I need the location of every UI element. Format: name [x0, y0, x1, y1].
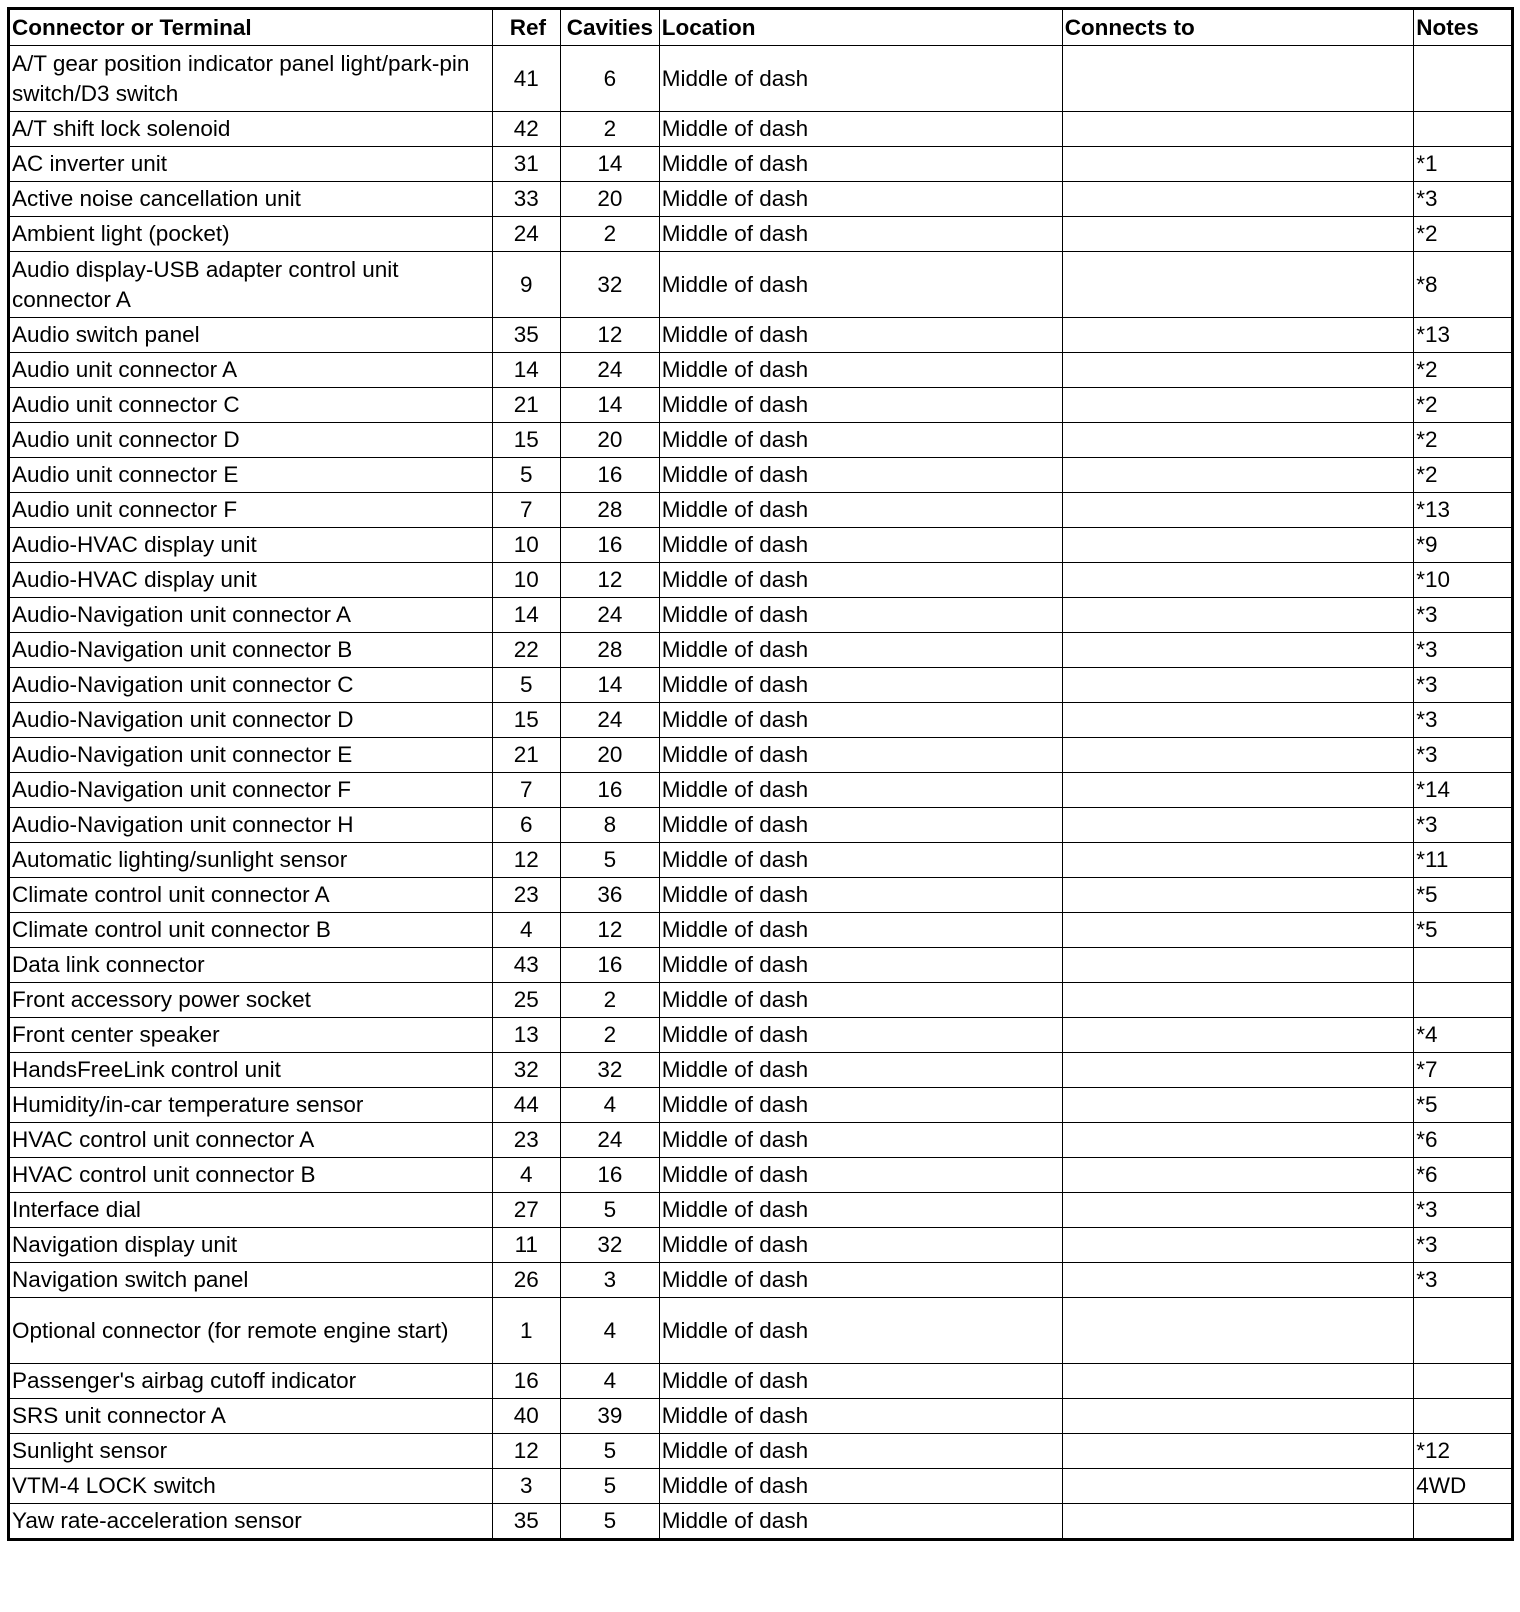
table-row [9, 46, 1513, 112]
cell-location: Middle of dash [659, 668, 1062, 703]
cell-location: Middle of dash [659, 1228, 1062, 1263]
cell-notes: *8 [1414, 252, 1513, 318]
cell-ref: 7 [492, 493, 561, 528]
cell-connects-to [1062, 46, 1414, 112]
cell-ref: 27 [492, 1193, 561, 1228]
cell-location: Middle of dash [659, 1158, 1062, 1193]
cell-connects-to [1062, 1364, 1414, 1399]
cell-notes [1414, 948, 1513, 983]
cell-connector: Front center speaker [9, 1018, 493, 1053]
table-row [9, 318, 1513, 353]
cell-connector: A/T shift lock solenoid [9, 112, 493, 147]
cell-cavities: 14 [561, 147, 660, 182]
cell-connector: Interface dial [9, 1193, 493, 1228]
cell-ref: 21 [492, 388, 561, 423]
cell-cavities: 8 [561, 808, 660, 843]
cell-connector: Audio-Navigation unit connector D [9, 703, 493, 738]
cell-connector: Audio unit connector F [9, 493, 493, 528]
cell-notes: *3 [1414, 738, 1513, 773]
table-row [9, 252, 1513, 318]
cell-connector: Humidity/in-car temperature sensor [9, 1088, 493, 1123]
cell-location: Middle of dash [659, 493, 1062, 528]
cell-cavities: 24 [561, 1123, 660, 1158]
cell-connects-to [1062, 1018, 1414, 1053]
cell-connects-to [1062, 1469, 1414, 1504]
cell-cavities: 28 [561, 493, 660, 528]
cell-connector: A/T gear position indicator panel light/park-pin switch/D3 switch [9, 46, 493, 112]
cell-location: Middle of dash [659, 843, 1062, 878]
cell-ref: 6 [492, 808, 561, 843]
cell-connector: Climate control unit connector A [9, 878, 493, 913]
cell-location: Middle of dash [659, 1469, 1062, 1504]
cell-cavities: 4 [561, 1298, 660, 1364]
cell-ref: 40 [492, 1399, 561, 1434]
cell-cavities: 6 [561, 46, 660, 112]
cell-location: Middle of dash [659, 388, 1062, 423]
cell-connector: Active noise cancellation unit [9, 182, 493, 217]
cell-cavities: 16 [561, 948, 660, 983]
table-row [9, 458, 1513, 493]
cell-location: Middle of dash [659, 1018, 1062, 1053]
cell-ref: 12 [492, 843, 561, 878]
cell-location: Middle of dash [659, 1088, 1062, 1123]
table-row [9, 598, 1513, 633]
cell-cavities: 14 [561, 388, 660, 423]
cell-cavities: 16 [561, 1158, 660, 1193]
cell-connector: Navigation display unit [9, 1228, 493, 1263]
table-row [9, 423, 1513, 458]
cell-notes: *11 [1414, 843, 1513, 878]
cell-notes: *3 [1414, 808, 1513, 843]
cell-connects-to [1062, 1228, 1414, 1263]
cell-connects-to [1062, 182, 1414, 217]
cell-connector: Audio-Navigation unit connector C [9, 668, 493, 703]
table-row [9, 948, 1513, 983]
cell-notes: *7 [1414, 1053, 1513, 1088]
cell-connects-to [1062, 773, 1414, 808]
cell-connector: Audio-Navigation unit connector E [9, 738, 493, 773]
cell-cavities: 5 [561, 1469, 660, 1504]
cell-connects-to [1062, 1434, 1414, 1469]
cell-cavities: 3 [561, 1263, 660, 1298]
cell-location: Middle of dash [659, 808, 1062, 843]
cell-cavities: 24 [561, 353, 660, 388]
cell-notes: *5 [1414, 913, 1513, 948]
table-header [9, 9, 1513, 46]
table-row [9, 1158, 1513, 1193]
cell-connector: Automatic lighting/sunlight sensor [9, 843, 493, 878]
cell-location: Middle of dash [659, 773, 1062, 808]
cell-location: Middle of dash [659, 1193, 1062, 1228]
cell-connects-to [1062, 1298, 1414, 1364]
cell-connects-to [1062, 112, 1414, 147]
cell-location: Middle of dash [659, 878, 1062, 913]
table-row [9, 1193, 1513, 1228]
table-row [9, 1053, 1513, 1088]
table-row [9, 983, 1513, 1018]
cell-connector: Audio-Navigation unit connector B [9, 633, 493, 668]
cell-location: Middle of dash [659, 1364, 1062, 1399]
cell-notes: *6 [1414, 1158, 1513, 1193]
cell-ref: 22 [492, 633, 561, 668]
cell-connects-to [1062, 738, 1414, 773]
cell-ref: 1 [492, 1298, 561, 1364]
table-row [9, 388, 1513, 423]
table-row [9, 563, 1513, 598]
cell-location: Middle of dash [659, 563, 1062, 598]
cell-cavities: 36 [561, 878, 660, 913]
cell-connector: VTM-4 LOCK switch [9, 1469, 493, 1504]
cell-notes: *2 [1414, 458, 1513, 493]
cell-ref: 44 [492, 1088, 561, 1123]
cell-cavities: 24 [561, 598, 660, 633]
cell-ref: 15 [492, 423, 561, 458]
table-row [9, 1399, 1513, 1434]
table-row [9, 353, 1513, 388]
cell-connects-to [1062, 913, 1414, 948]
cell-ref: 3 [492, 1469, 561, 1504]
cell-notes: *4 [1414, 1018, 1513, 1053]
cell-location: Middle of dash [659, 1504, 1062, 1540]
table-row [9, 808, 1513, 843]
cell-connects-to [1062, 1504, 1414, 1540]
table-row [9, 913, 1513, 948]
cell-cavities: 20 [561, 738, 660, 773]
cell-notes: *12 [1414, 1434, 1513, 1469]
cell-location: Middle of dash [659, 983, 1062, 1018]
cell-cavities: 5 [561, 843, 660, 878]
cell-notes: *3 [1414, 703, 1513, 738]
cell-connector: Climate control unit connector B [9, 913, 493, 948]
cell-connects-to [1062, 563, 1414, 598]
cell-connector: Audio unit connector D [9, 423, 493, 458]
cell-connects-to [1062, 528, 1414, 563]
cell-connector: Audio-Navigation unit connector F [9, 773, 493, 808]
cell-ref: 26 [492, 1263, 561, 1298]
cell-ref: 43 [492, 948, 561, 983]
connector-table-sheet [7, 7, 1514, 1541]
cell-location: Middle of dash [659, 528, 1062, 563]
cell-cavities: 4 [561, 1088, 660, 1123]
cell-connector: Audio-Navigation unit connector H [9, 808, 493, 843]
cell-connects-to [1062, 388, 1414, 423]
cell-connector: HandsFreeLink control unit [9, 1053, 493, 1088]
cell-ref: 9 [492, 252, 561, 318]
cell-connects-to [1062, 598, 1414, 633]
cell-connector: Audio-HVAC display unit [9, 528, 493, 563]
cell-ref: 32 [492, 1053, 561, 1088]
table-row [9, 773, 1513, 808]
cell-ref: 10 [492, 528, 561, 563]
cell-notes: *2 [1414, 423, 1513, 458]
cell-ref: 21 [492, 738, 561, 773]
cell-connector: Audio display-USB adapter control unit connector A [9, 252, 493, 318]
cell-cavities: 2 [561, 112, 660, 147]
cell-notes: *1 [1414, 147, 1513, 182]
cell-ref: 12 [492, 1434, 561, 1469]
cell-ref: 15 [492, 703, 561, 738]
table-row [9, 1364, 1513, 1399]
cell-ref: 4 [492, 1158, 561, 1193]
cell-connector: HVAC control unit connector A [9, 1123, 493, 1158]
cell-cavities: 16 [561, 528, 660, 563]
cell-connects-to [1062, 878, 1414, 913]
cell-cavities: 20 [561, 423, 660, 458]
cell-connects-to [1062, 1263, 1414, 1298]
cell-connects-to [1062, 1158, 1414, 1193]
cell-connects-to [1062, 318, 1414, 353]
cell-connects-to [1062, 217, 1414, 252]
cell-cavities: 4 [561, 1364, 660, 1399]
cell-location: Middle of dash [659, 948, 1062, 983]
cell-connects-to [1062, 1053, 1414, 1088]
table-row [9, 668, 1513, 703]
cell-location: Middle of dash [659, 217, 1062, 252]
table-row [9, 703, 1513, 738]
table-row [9, 1298, 1513, 1364]
cell-connector: Data link connector [9, 948, 493, 983]
cell-location: Middle of dash [659, 318, 1062, 353]
cell-connects-to [1062, 147, 1414, 182]
cell-connector: Audio unit connector C [9, 388, 493, 423]
cell-cavities: 5 [561, 1193, 660, 1228]
cell-location: Middle of dash [659, 913, 1062, 948]
cell-ref: 13 [492, 1018, 561, 1053]
cell-cavities: 5 [561, 1434, 660, 1469]
cell-ref: 23 [492, 878, 561, 913]
cell-location: Middle of dash [659, 1434, 1062, 1469]
cell-connects-to [1062, 423, 1414, 458]
cell-connects-to [1062, 1193, 1414, 1228]
cell-notes [1414, 46, 1513, 112]
cell-ref: 41 [492, 46, 561, 112]
cell-notes: *5 [1414, 1088, 1513, 1123]
cell-connects-to [1062, 1123, 1414, 1158]
table-row [9, 1434, 1513, 1469]
cell-ref: 23 [492, 1123, 561, 1158]
cell-connects-to [1062, 983, 1414, 1018]
cell-location: Middle of dash [659, 738, 1062, 773]
connector-table [7, 7, 1514, 1541]
cell-ref: 31 [492, 147, 561, 182]
table-row [9, 493, 1513, 528]
cell-connector: Ambient light (pocket) [9, 217, 493, 252]
cell-location: Middle of dash [659, 458, 1062, 493]
cell-connects-to [1062, 948, 1414, 983]
cell-notes: *6 [1414, 1123, 1513, 1158]
cell-notes: *13 [1414, 493, 1513, 528]
table-row [9, 633, 1513, 668]
cell-ref: 24 [492, 217, 561, 252]
cell-connects-to [1062, 1088, 1414, 1123]
table-row [9, 1469, 1513, 1504]
table-row [9, 1263, 1513, 1298]
cell-notes: *3 [1414, 1228, 1513, 1263]
cell-cavities: 2 [561, 1018, 660, 1053]
cell-cavities: 32 [561, 1053, 660, 1088]
cell-location: Middle of dash [659, 46, 1062, 112]
cell-connector: Navigation switch panel [9, 1263, 493, 1298]
cell-ref: 16 [492, 1364, 561, 1399]
cell-notes: *3 [1414, 1193, 1513, 1228]
cell-connector: Audio unit connector E [9, 458, 493, 493]
table-row [9, 1228, 1513, 1263]
cell-ref: 4 [492, 913, 561, 948]
cell-location: Middle of dash [659, 1298, 1062, 1364]
table-row [9, 1018, 1513, 1053]
cell-ref: 14 [492, 353, 561, 388]
cell-cavities: 2 [561, 217, 660, 252]
cell-connector: Passenger's airbag cutoff indicator [9, 1364, 493, 1399]
cell-connects-to [1062, 808, 1414, 843]
cell-notes: *3 [1414, 182, 1513, 217]
cell-connector: Audio unit connector A [9, 353, 493, 388]
cell-ref: 35 [492, 1504, 561, 1540]
table-body [9, 46, 1513, 1540]
cell-location: Middle of dash [659, 112, 1062, 147]
cell-location: Middle of dash [659, 353, 1062, 388]
cell-notes [1414, 1399, 1513, 1434]
cell-notes: *14 [1414, 773, 1513, 808]
cell-notes: *2 [1414, 217, 1513, 252]
table-row [9, 1504, 1513, 1540]
cell-notes: 4WD [1414, 1469, 1513, 1504]
cell-cavities: 32 [561, 1228, 660, 1263]
cell-connector: Yaw rate-acceleration sensor [9, 1504, 493, 1540]
cell-connects-to [1062, 493, 1414, 528]
cell-location: Middle of dash [659, 598, 1062, 633]
cell-cavities: 12 [561, 318, 660, 353]
header-connector-or-terminal: Connector or Terminal [9, 9, 493, 46]
cell-ref: 25 [492, 983, 561, 1018]
cell-notes [1414, 1504, 1513, 1540]
cell-cavities: 2 [561, 983, 660, 1018]
cell-notes: *13 [1414, 318, 1513, 353]
cell-cavities: 5 [561, 1504, 660, 1540]
cell-ref: 33 [492, 182, 561, 217]
cell-ref: 42 [492, 112, 561, 147]
cell-notes: *3 [1414, 668, 1513, 703]
table-row [9, 528, 1513, 563]
cell-ref: 14 [492, 598, 561, 633]
cell-cavities: 20 [561, 182, 660, 217]
cell-notes: *3 [1414, 633, 1513, 668]
cell-cavities: 16 [561, 458, 660, 493]
cell-notes: *3 [1414, 598, 1513, 633]
table-row [9, 843, 1513, 878]
cell-cavities: 12 [561, 913, 660, 948]
table-row [9, 112, 1513, 147]
cell-connects-to [1062, 353, 1414, 388]
cell-connector: Optional connector (for remote engine start) [9, 1298, 493, 1364]
cell-location: Middle of dash [659, 1263, 1062, 1298]
cell-location: Middle of dash [659, 633, 1062, 668]
header-row [9, 9, 1513, 46]
cell-cavities: 16 [561, 773, 660, 808]
cell-location: Middle of dash [659, 182, 1062, 217]
cell-location: Middle of dash [659, 703, 1062, 738]
cell-location: Middle of dash [659, 252, 1062, 318]
table-row [9, 1088, 1513, 1123]
cell-location: Middle of dash [659, 1053, 1062, 1088]
table-row [9, 1123, 1513, 1158]
cell-connects-to [1062, 668, 1414, 703]
cell-cavities: 28 [561, 633, 660, 668]
cell-notes [1414, 112, 1513, 147]
cell-notes: *2 [1414, 353, 1513, 388]
header-location: Location [659, 9, 1062, 46]
cell-connects-to [1062, 843, 1414, 878]
cell-connector: HVAC control unit connector B [9, 1158, 493, 1193]
cell-connects-to [1062, 1399, 1414, 1434]
cell-location: Middle of dash [659, 423, 1062, 458]
cell-location: Middle of dash [659, 147, 1062, 182]
cell-connector: Audio switch panel [9, 318, 493, 353]
cell-connector: Sunlight sensor [9, 1434, 493, 1469]
cell-connector: Front accessory power socket [9, 983, 493, 1018]
cell-connects-to [1062, 252, 1414, 318]
cell-connects-to [1062, 633, 1414, 668]
cell-ref: 35 [492, 318, 561, 353]
cell-notes: *2 [1414, 388, 1513, 423]
table-row [9, 738, 1513, 773]
cell-notes [1414, 983, 1513, 1018]
header-notes: Notes [1414, 9, 1513, 46]
cell-notes: *3 [1414, 1263, 1513, 1298]
header-connects-to: Connects to [1062, 9, 1414, 46]
cell-cavities: 12 [561, 563, 660, 598]
table-row [9, 147, 1513, 182]
cell-connector: AC inverter unit [9, 147, 493, 182]
cell-notes [1414, 1298, 1513, 1364]
cell-cavities: 14 [561, 668, 660, 703]
cell-ref: 7 [492, 773, 561, 808]
cell-notes: *5 [1414, 878, 1513, 913]
cell-ref: 11 [492, 1228, 561, 1263]
cell-connector: Audio-Navigation unit connector A [9, 598, 493, 633]
cell-ref: 10 [492, 563, 561, 598]
header-ref: Ref [492, 9, 561, 46]
cell-connector: Audio-HVAC display unit [9, 563, 493, 598]
cell-notes [1414, 1364, 1513, 1399]
cell-location: Middle of dash [659, 1123, 1062, 1158]
cell-cavities: 24 [561, 703, 660, 738]
cell-connector: SRS unit connector A [9, 1399, 493, 1434]
cell-ref: 5 [492, 668, 561, 703]
table-row [9, 217, 1513, 252]
cell-ref: 5 [492, 458, 561, 493]
cell-cavities: 32 [561, 252, 660, 318]
cell-location: Middle of dash [659, 1399, 1062, 1434]
cell-connects-to [1062, 703, 1414, 738]
cell-notes: *9 [1414, 528, 1513, 563]
cell-notes: *10 [1414, 563, 1513, 598]
table-row [9, 878, 1513, 913]
header-cavities: Cavities [561, 9, 660, 46]
table-row [9, 182, 1513, 217]
cell-connects-to [1062, 458, 1414, 493]
cell-cavities: 39 [561, 1399, 660, 1434]
